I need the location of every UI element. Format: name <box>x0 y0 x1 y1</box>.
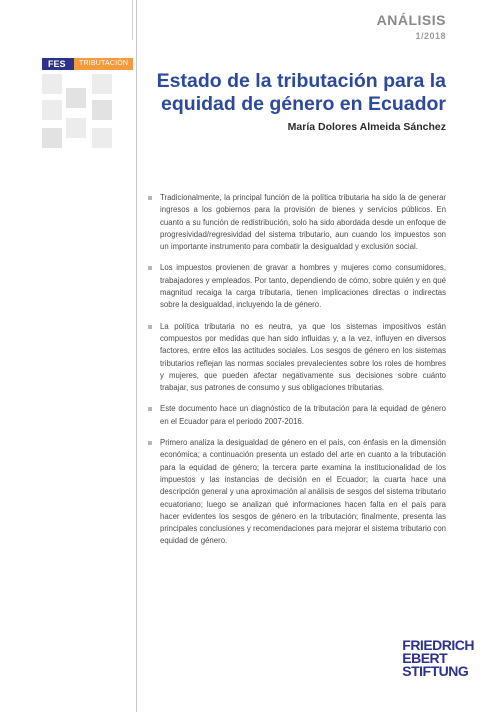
decor-square <box>92 74 112 94</box>
logo-line: FRIEDRICH <box>402 637 474 653</box>
decor-square <box>42 128 62 148</box>
summary-paragraph <box>160 192 446 253</box>
author-name: María Dolores Almeida Sánchez <box>287 121 446 133</box>
summary-paragraph <box>160 437 446 548</box>
decor-square <box>92 100 112 120</box>
bullet-marker <box>148 196 152 200</box>
org-label: FES <box>42 58 74 70</box>
decor-square <box>92 128 112 148</box>
decor-square <box>42 74 62 94</box>
paragraph-text: Primero analiza la desigualdad de género en el país, con énfasis en la dimensión económica; a continuación presenta un estado del arte en cuanto a la tributación para la equidad de género; la tercera parte examina la institucionalidad de los impuestos y las instancias de decisión en el Ecuador; la cuarta hace una descripción general y una aproximación al análisis de sesgos del sistema tributario ecuatoriano; luego se analizan qué informaciones hacen falta en el país para hacer evidentes los sesgos de género en la tributación; finalmente, presenta las principales conclusiones y recomendaciones para mejorar el sistema tributario con equidad de género. <box>160 438 446 546</box>
paragraph-text: Tradicionalmente, la principal función de la política tributaria ha sido la de generar ingresos a los gobiernos para la provisión de bienes y servicios públicos. En cuanto a su función de redistribución, solo ha sido abordada desde un enfoque de progresividad/regresividad del sistema tributario, aun cuando los impuestos son un importante instrumento para combatir la desigualdad y exclusión social. <box>160 193 446 252</box>
report-type: ANÁLISIS <box>376 12 446 28</box>
bullet-marker <box>148 407 152 411</box>
logo-line: STIFTUNG <box>402 663 469 679</box>
decor-square <box>42 100 62 120</box>
report-number: 1/2018 <box>415 31 446 41</box>
decor-square <box>66 88 86 108</box>
fes-logo <box>402 639 474 678</box>
logo-line: EBERT <box>402 650 448 666</box>
bullet-marker <box>148 441 152 445</box>
series-tag <box>42 58 133 70</box>
header-rule <box>132 0 133 40</box>
document-title: Estado de la tributación para la equidad de género en Ecuador <box>156 70 446 115</box>
paragraph-text: Los impuestos provienen de gravar a hombres y mujeres como consumidores, trabajadores y empleados. Por tanto, dependiendo de cómo, sobre quién y en qué magnitud recaiga la carga tributaria, tienen implicaciones directas o indirectas sobre la desigualdad, incluyendo la de género. <box>160 263 446 310</box>
decor-square <box>66 118 86 138</box>
summary-body <box>160 192 446 557</box>
summary-paragraph <box>160 321 446 395</box>
bullet-marker <box>148 325 152 329</box>
topic-label: TRIBUTACIÓN <box>74 58 133 70</box>
paragraph-text: Este documento hace un diagnóstico de la tributación para la equidad de género en el Ecuador para el periodo 2007-2016. <box>160 404 446 426</box>
summary-paragraph <box>160 262 446 311</box>
bullet-marker <box>148 266 152 270</box>
summary-paragraph <box>160 403 446 428</box>
paragraph-text: La política tributaria no es neutra, ya que los sistemas impositivos están compuestos por medidas que han sido influidas y, a la vez, influyen en diversos factores, entre ellos las actitudes sociales. Los sesgos de género en los sistemas tributarios reflejan las normas sociales prevalecientes sobre los roles de hombres y mujeres, que pueden afectar negativamente sus decisiones sobre cuánto trabajar, sus patrones de consumo y sus obligaciones tributarias. <box>160 321 446 393</box>
